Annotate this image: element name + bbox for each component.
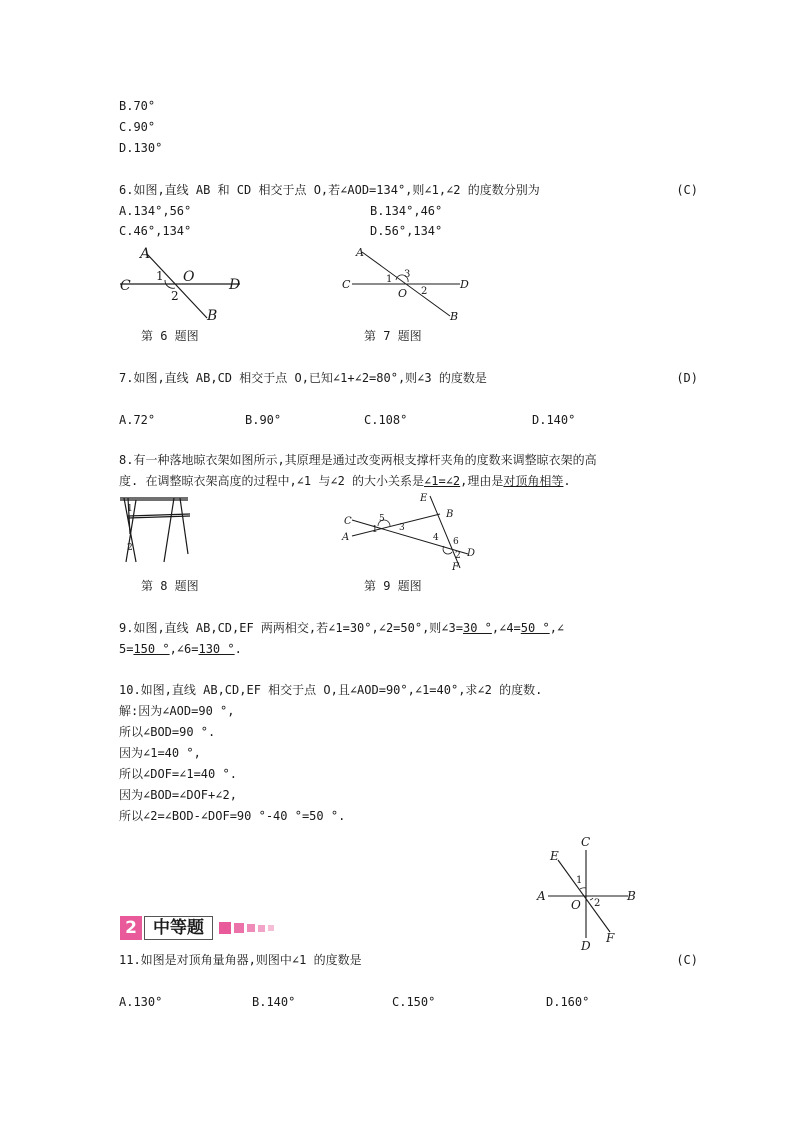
fig7-label-1: 1 [386, 274, 393, 285]
q6-answer: (C) [676, 183, 698, 197]
q8-answer-reason: 对顶角相等 [503, 474, 564, 488]
fig6-label-2: 2 [171, 289, 179, 303]
fig10-label-b: B [627, 889, 636, 903]
fig9-label-f: F [452, 562, 459, 573]
fig7-label-o: O [398, 287, 408, 300]
q7-answer: (D) [676, 371, 698, 385]
q9-answer-4: 50 ° [520, 621, 550, 635]
figure-8-clothes-rack [118, 494, 198, 566]
fig10-label-a: A [537, 889, 546, 903]
fig8-label-2: 2 [127, 543, 133, 553]
fig9-label-a: A [342, 532, 350, 543]
q10-step-4: 所以∠DOF=∠1=40 °. [119, 767, 237, 781]
q7-stem: 7.如图,直线 AB,CD 相交于点 O,已知∠1+∠2=80°,则∠3 的度数是 [119, 371, 487, 385]
q6-option-a: A.134°,56° [119, 204, 192, 218]
fig9-label-4: 4 [433, 533, 439, 543]
fig10-label-1: 1 [576, 875, 583, 886]
q9-answer-5: 150 ° [133, 642, 170, 656]
fig9-label-6: 6 [453, 537, 459, 547]
fig6-label-c: C [120, 278, 131, 294]
q11-answer: (C) [676, 953, 698, 967]
fig9-caption: 第 9 题图 [364, 579, 422, 593]
fig9-label-2: 2 [455, 551, 461, 561]
figure-10-diagram [534, 834, 644, 952]
fig9-label-3: 3 [399, 523, 405, 533]
fig10-label-2: 2 [594, 898, 601, 909]
fig6-label-b: B [207, 308, 218, 324]
fig8-caption: 第 8 题图 [141, 579, 199, 593]
section-decor-square [258, 925, 265, 932]
fig10-label-d: D [581, 939, 591, 953]
q11-option-d: D.160° [546, 995, 590, 1009]
q9-answer-6: 130 ° [198, 642, 235, 656]
figure-9-diagram [340, 492, 480, 572]
q7-option-b: B.90° [245, 413, 282, 427]
section-decor-square [234, 923, 244, 933]
fig10-label-f: F [606, 931, 615, 945]
q5-option-c: C.90° [119, 120, 156, 134]
q9-answer-3: 30 ° [462, 621, 492, 635]
fig9-label-b: B [446, 509, 454, 520]
section-number: 2 [120, 916, 142, 940]
q6-option-c: C.46°,134° [119, 224, 192, 238]
q5-option-b: B.70° [119, 99, 156, 113]
fig6-label-d: D [229, 277, 241, 293]
fig10-label-c: C [581, 835, 591, 849]
fig9-label-d: D [467, 548, 476, 559]
q7-option-c: C.108° [364, 413, 408, 427]
q11-stem: 11.如图是对顶角量角器,则图中∠1 的度数是 [119, 953, 362, 967]
q10-step-1: 解:因为∠AOD=90 °, [119, 704, 235, 718]
fig7-label-a: A [356, 246, 364, 259]
q10-step-2: 所以∠BOD=90 °. [119, 725, 216, 739]
fig7-label-3: 3 [404, 269, 411, 280]
fig8-label-1: 1 [127, 504, 133, 514]
q10-step-6: 所以∠2=∠BOD-∠DOF=90 °-40 °=50 °. [119, 809, 346, 823]
q10-step-5: 因为∠BOD=∠DOF+∠2, [119, 788, 237, 802]
fig6-label-o: O [183, 269, 195, 285]
section-decor-square [268, 925, 274, 931]
q9-line2: 5=150 °,∠6=130 °. [119, 642, 242, 656]
section-decor-square [219, 922, 231, 934]
fig7-caption: 第 7 题图 [364, 329, 422, 343]
fig10-label-o: O [571, 898, 581, 912]
fig7-label-c: C [342, 278, 351, 291]
figure-7-diagram [340, 244, 470, 324]
fig9-label-1: 1 [372, 525, 378, 535]
q8-answer-relation: ∠1=∠2 [424, 474, 461, 488]
q5-option-d: D.130° [119, 141, 163, 155]
section-header [120, 916, 274, 940]
fig6-caption: 第 6 题图 [141, 329, 199, 343]
q6-stem: 6.如图,直线 AB 和 CD 相交于点 O,若∠AOD=134°,则∠1,∠2 的度数分别为 [119, 183, 540, 197]
section-title: 中等题 [144, 916, 213, 940]
q11-option-b: B.140° [252, 995, 296, 1009]
section-decor-square [247, 924, 255, 932]
q11-option-a: A.130° [119, 995, 163, 1009]
q9-line1: 9.如图,直线 AB,CD,EF 两两相交,若∠1=30°,∠2=50°,则∠3=30 °,∠4=50 °,∠ [119, 621, 565, 635]
fig9-label-c: C [344, 516, 352, 527]
fig6-label-1: 1 [156, 269, 164, 283]
fig7-label-b: B [450, 310, 459, 323]
q10-step-3: 因为∠1=40 °, [119, 746, 201, 760]
fig7-label-2: 2 [421, 286, 428, 297]
q8-stem-line1: 8.有一种落地晾衣架如图所示,其原理是通过改变两根支撑杆夹角的度数来调整晾衣架的高 [119, 453, 597, 467]
fig6-label-a: A [140, 246, 151, 262]
q8-stem-line2: 度. 在调整晾衣架高度的过程中,∠1 与∠2 的大小关系是∠1=∠2,理由是对顶角相等. [119, 474, 571, 488]
fig9-label-5: 5 [379, 514, 385, 524]
fig7-label-d: D [460, 278, 469, 291]
q7-option-a: A.72° [119, 413, 156, 427]
figure-6-diagram [115, 244, 245, 324]
q6-option-d: D.56°,134° [370, 224, 443, 238]
q11-option-c: C.150° [392, 995, 436, 1009]
fig9-label-e: E [420, 493, 428, 504]
fig10-label-e: E [550, 849, 559, 863]
q7-option-d: D.140° [532, 413, 576, 427]
q6-option-b: B.134°,46° [370, 204, 443, 218]
q10-stem: 10.如图,直线 AB,CD,EF 相交于点 O,且∠AOD=90°,∠1=40°,求∠2 的度数. [119, 683, 543, 697]
